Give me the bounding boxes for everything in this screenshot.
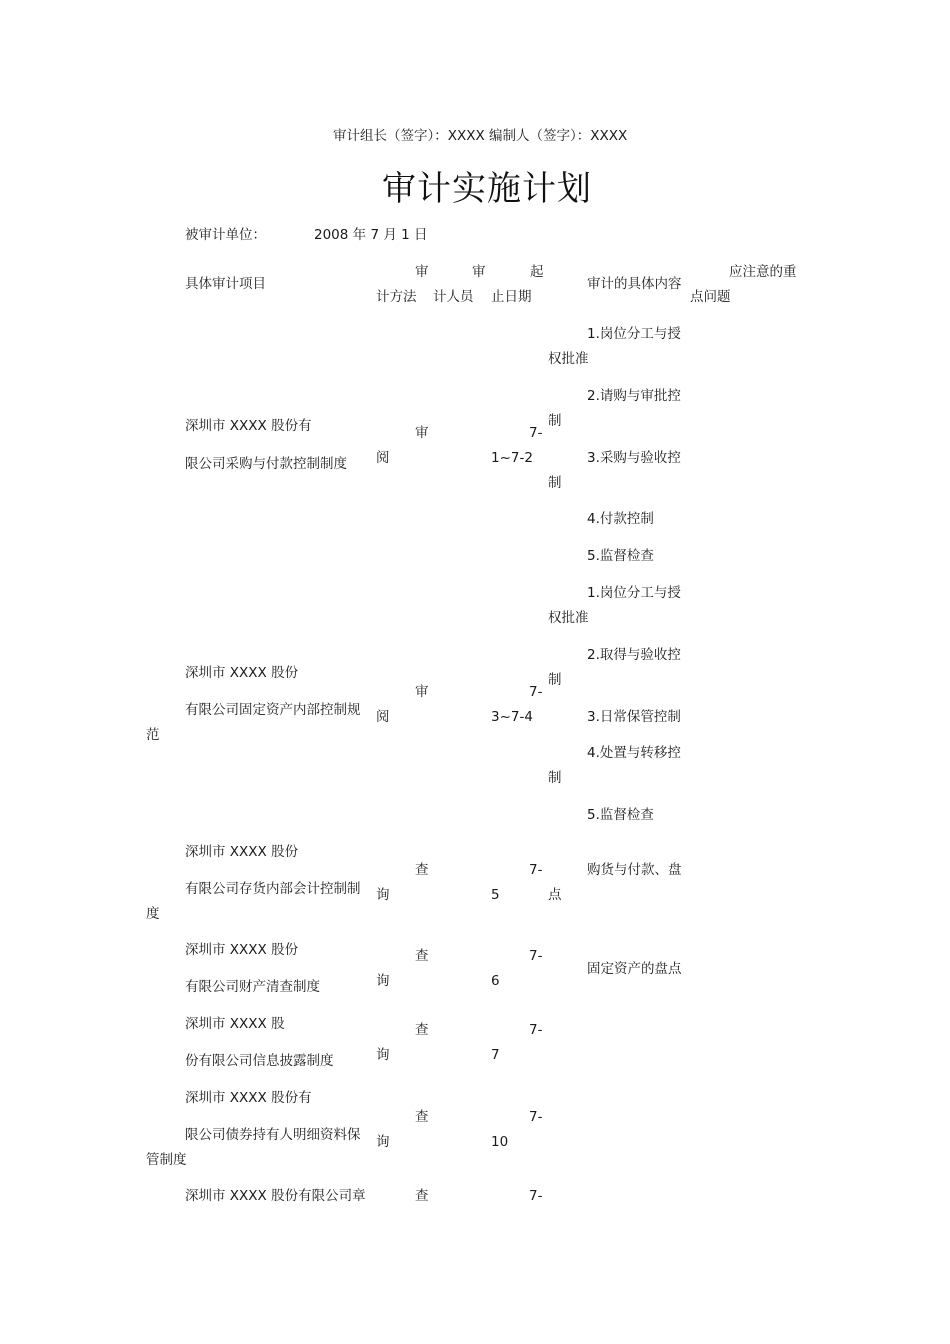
header-item: 具体审计项目: [185, 276, 266, 292]
method-line: 询: [376, 887, 390, 903]
item-line: 深圳市 XXXX 股份: [185, 844, 299, 860]
method-line: 查: [415, 1022, 429, 1038]
item-line: 深圳市 XXXX 股份有限公司章: [185, 1188, 366, 1204]
content-line: 制: [548, 475, 562, 491]
content-line: 3.采购与验收控: [587, 450, 681, 466]
content-line: 4.处置与转移控: [587, 745, 681, 761]
item-line: 限公司采购与付款控制制度: [185, 456, 347, 472]
date-line: 7-: [529, 1109, 543, 1125]
date-line: 7-: [529, 1022, 543, 1038]
item-line: 管制度: [146, 1152, 187, 1168]
content-line: 3.日常保管控制: [587, 709, 681, 725]
date-line: 7-: [529, 1188, 543, 1204]
content-line: 2.请购与审批控: [587, 388, 681, 404]
signature-line: 审计组长（签字）：XXXX 编制人（签字）：XXXX: [333, 128, 628, 144]
method-line: 询: [376, 1134, 390, 1150]
date-line: 3~7-4: [491, 709, 533, 725]
content-line: 点: [548, 887, 562, 903]
method-line: 阅: [376, 709, 390, 725]
method-line: 审: [415, 684, 429, 700]
page-title: 审计实施计划: [382, 169, 592, 209]
header-method-2: 计方法: [376, 289, 417, 305]
item-line: 有限公司存货内部会计控制制: [185, 881, 361, 897]
content-line: 权批准: [548, 351, 589, 367]
item-line: 深圳市 XXXX 股份: [185, 942, 299, 958]
date-line: 10: [491, 1134, 509, 1150]
content-line: 1.岗位分工与授: [587, 326, 681, 342]
method-line: 查: [415, 948, 429, 964]
date-line: 7-: [529, 684, 543, 700]
method-line: 查: [415, 1188, 429, 1204]
header-date-2: 止日期: [491, 289, 532, 305]
date-line: 7-: [529, 862, 543, 878]
header-date-1: 起: [530, 264, 544, 280]
item-line: 深圳市 XXXX 股: [185, 1016, 285, 1032]
header-method-1: 审: [415, 264, 429, 280]
content-line: 固定资产的盘点: [587, 961, 682, 977]
plan-date: 2008 年 7 月 1 日: [314, 227, 428, 243]
content-line: 1.岗位分工与授: [587, 585, 681, 601]
method-line: 查: [415, 1109, 429, 1125]
content-line: 制: [548, 413, 562, 429]
content-line: 购货与付款、盘: [587, 862, 682, 878]
item-line: 限公司债券持有人明细资料保: [185, 1127, 361, 1143]
header-focus-1: 应注意的重: [729, 264, 797, 280]
method-line: 阅: [376, 450, 390, 466]
method-line: 询: [376, 973, 390, 989]
content-line: 制: [548, 672, 562, 688]
date-line: 7-: [529, 948, 543, 964]
date-line: 7: [491, 1047, 500, 1063]
date-line: 6: [491, 973, 500, 989]
header-focus-2: 点问题: [690, 289, 731, 305]
item-line: 份有限公司信息披露制度: [185, 1053, 334, 1069]
content-line: 权批准: [548, 610, 589, 626]
header-staff-1: 审: [472, 264, 486, 280]
content-line: 4.付款控制: [587, 511, 654, 527]
header-content: 审计的具体内容: [587, 276, 682, 292]
method-line: 询: [376, 1047, 390, 1063]
item-line: 范: [146, 727, 160, 743]
content-line: 5.监督检查: [587, 548, 654, 564]
content-line: 制: [548, 770, 562, 786]
date-line: 7-: [529, 425, 543, 441]
date-line: 1~7-2: [491, 450, 533, 466]
method-line: 查: [415, 862, 429, 878]
item-line: 深圳市 XXXX 股份有: [185, 1090, 312, 1106]
item-line: 深圳市 XXXX 股份有: [185, 418, 312, 434]
header-staff-2: 计人员: [433, 289, 474, 305]
item-line: 度: [146, 906, 160, 922]
item-line: 有限公司财产清查制度: [185, 979, 320, 995]
item-line: 深圳市 XXXX 股份: [185, 665, 299, 681]
audited-unit-label: 被审计单位：: [185, 227, 266, 243]
item-line: 有限公司固定资产内部控制规: [185, 702, 361, 718]
content-line: 2.取得与验收控: [587, 647, 681, 663]
content-line: 5.监督检查: [587, 807, 654, 823]
date-line: 5: [491, 887, 500, 903]
method-line: 审: [415, 425, 429, 441]
